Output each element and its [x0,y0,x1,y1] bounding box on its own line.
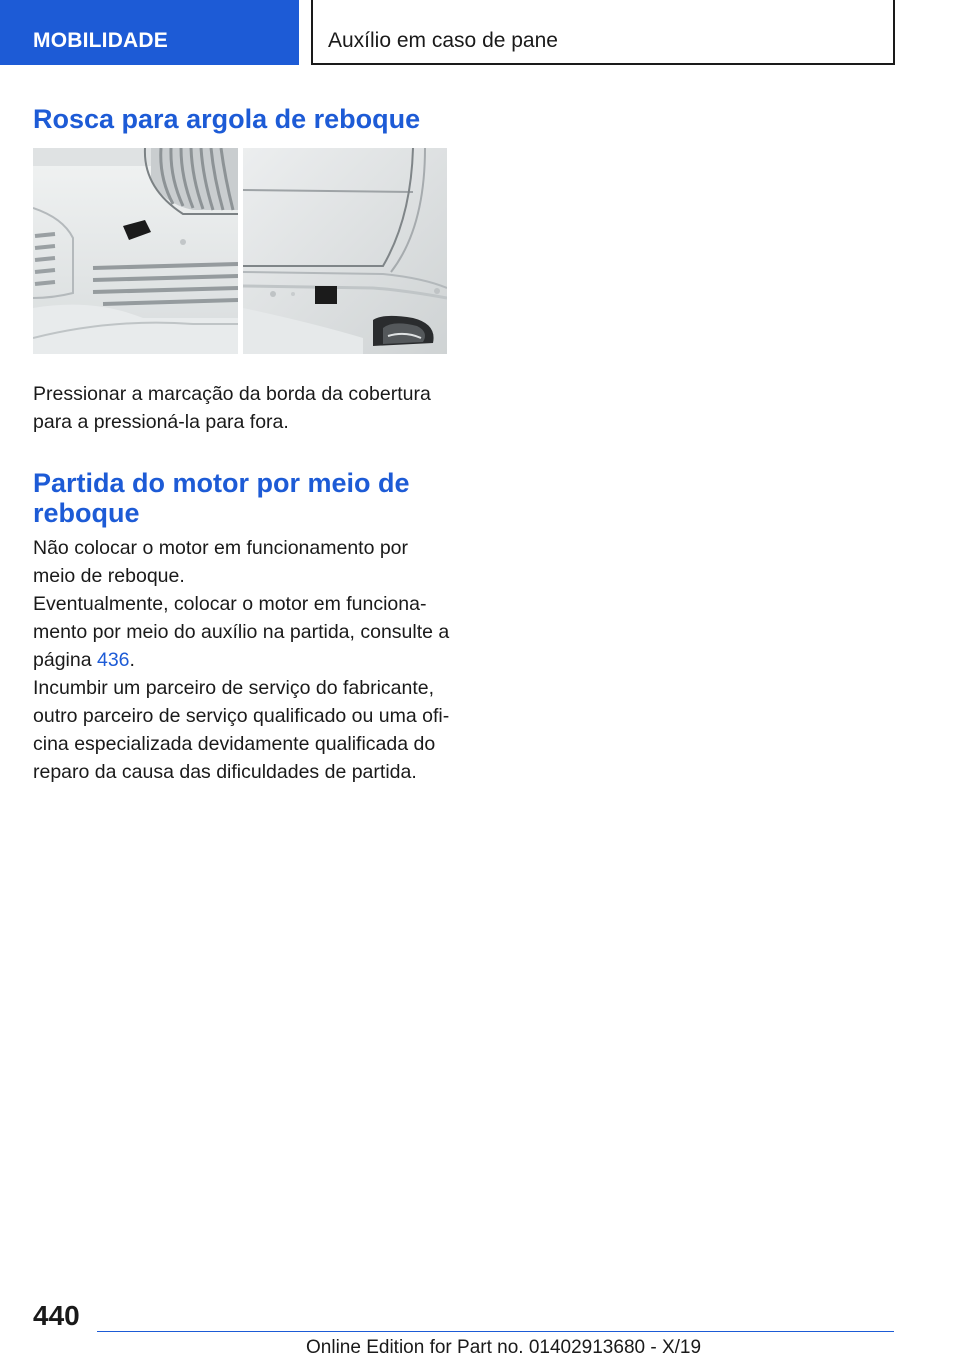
footer-divider [97,1331,894,1332]
page-number: 440 [33,1300,80,1331]
chapter-title: Auxílio em caso de pane [328,29,558,52]
paragraph-jump-start-end: . [129,649,135,671]
paragraph-service-partner: Incumbir um parceiro de serviço do fabricante, outro parceiro de serviço qualificado ou uma ofi‐cina especializada devidamente qualificada do reparo da causa das dificuldades de partida. [33,677,450,783]
page-link-436[interactable]: 436 [96,649,130,671]
section-tab: MOBILIDADE [0,0,299,65]
bumper-illustration-svg [33,148,447,354]
paragraph-no-tow-start: Não colocar o motor em funcionamento por meio de reboque. [33,537,409,587]
paragraph-jump-start [33,590,453,674]
paragraph-jump-start-text: Eventualmente, colocar o motor em funciona‐mento por meio do auxílio na partida, consulte a página [33,593,450,671]
edition-footer: Online Edition for Part no. 01402913680 - X/19 [306,1337,702,1358]
heading-tow-thread: Rosca para argola de reboque [33,104,421,134]
heading-tow-start: Partida do motor por meio de reboque [33,468,410,528]
caption-press-cover: Pressionar a marcação da borda da cobertura para a pressioná-la para fora. [33,383,431,433]
bumper-illustration [33,148,447,354]
chapter-header [311,0,895,65]
